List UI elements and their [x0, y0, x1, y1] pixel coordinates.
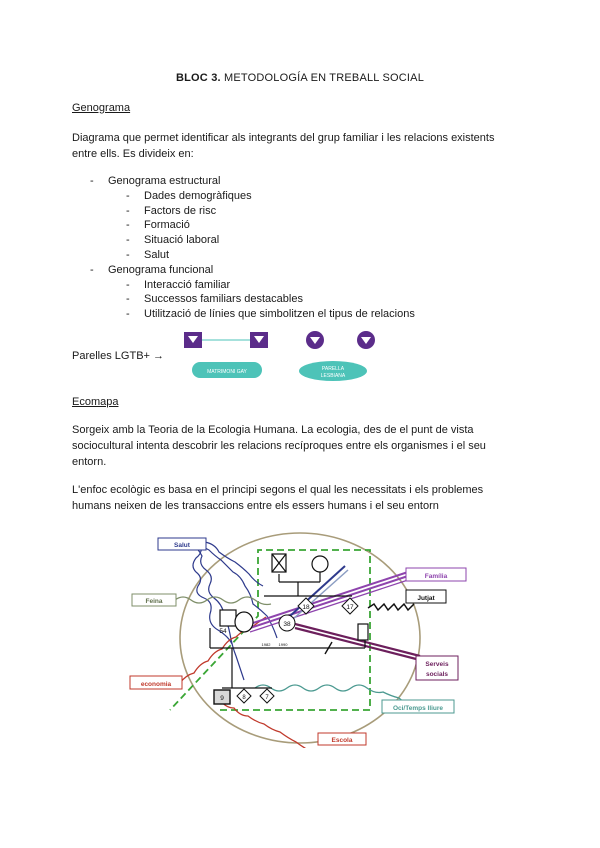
escola-wavy-line: [220, 700, 312, 748]
economia-label: economia: [140, 681, 172, 688]
age-7: 7: [265, 695, 269, 701]
lesbian-tag-text-2: LESBIANA: [320, 373, 346, 379]
familia-line-2: [250, 576, 408, 628]
lgtb-label: Parelles LGTB+ →: [72, 350, 165, 362]
ecomapa-paragraph-2: [72, 482, 528, 514]
grandmother-symbol: [312, 556, 328, 572]
funcional-label: Genograma funcional: [108, 263, 214, 276]
feina-label: Feina: [145, 598, 163, 605]
list-item: - Utilització de línies que simbolitzen el tipus de relacions: [108, 307, 415, 322]
genograma-intro-line2: entre ells. Es divideix en:: [72, 148, 194, 160]
date-1: 1982: [261, 642, 271, 647]
ecomapa-heading: Ecomapa: [72, 396, 119, 408]
genograma-heading: Genograma: [72, 102, 131, 114]
list-item: - Situació laboral: [108, 233, 415, 248]
ecomapa-p1-line2: sociocultural intenta descobrir les relacions recíproques entre els organismes i el seu: [72, 440, 486, 452]
mother-symbol: [235, 612, 253, 632]
list-item: - Factors de risc: [108, 204, 415, 219]
page-title: [0, 72, 600, 84]
age-17: 17: [346, 604, 354, 611]
oci-label: Oci/Temps lliure: [392, 705, 444, 712]
lgtb-symbols: [180, 328, 390, 384]
list-item: - Formació: [108, 218, 415, 233]
ecomapa-p2-line2: humans neixen de les transaccions entre els essers humans i el seu entorn: [72, 500, 439, 512]
estructural-label: Genograma estructural: [108, 175, 221, 187]
lesbian-tag-text-1: PARELLA: [321, 366, 345, 372]
age-9: 9: [220, 695, 224, 702]
title-bold: BLOC 3.: [175, 72, 221, 84]
familia-label: Família: [424, 573, 448, 580]
serveis-label-2: socials: [425, 671, 449, 678]
age-8: 8: [242, 695, 246, 701]
escola-label: Escola: [331, 737, 353, 744]
ecomapa-diagram: [120, 528, 480, 748]
ecomapa-p1-line1: Sorgeix amb la Teoria de la Ecologia Humana. La ecologia, des de el punt de vista: [72, 424, 474, 436]
date-2: 1990: [278, 642, 288, 647]
funcional-sublist: [108, 278, 415, 322]
age-38: 38: [283, 621, 291, 628]
household-dashed-boundary: [170, 550, 370, 710]
list-item: - Dades demogràfiques: [108, 189, 415, 204]
list-item: [72, 174, 415, 263]
serveis-label-1: Serveis: [425, 661, 449, 668]
age-18: 18: [302, 604, 310, 611]
list-item: - Interacció familiar: [108, 278, 415, 293]
jutjat-label: Jutjat: [417, 595, 435, 602]
genograma-intro: [72, 130, 528, 162]
estructural-sublist: [108, 189, 415, 263]
ecomapa-p1-line3: entorn.: [72, 456, 107, 468]
list-item: [72, 263, 415, 322]
ecomapa-paragraph-1: [72, 422, 528, 470]
list-item: - Salut: [108, 248, 415, 263]
list-item: - Successos familiars destacables: [108, 292, 415, 307]
age-54: 54: [219, 628, 227, 635]
partner-symbol: [358, 624, 368, 640]
father-symbol: [220, 610, 236, 626]
genograma-intro-line1: Diagrama que permet identificar als integrants del grup familiar i les relacions existents: [72, 132, 495, 144]
ecomapa-p2-line1: L'enfoc ecològic es basa en el principi segons el qual les necessitats i els problemes: [72, 484, 484, 496]
genograma-types-list: [72, 174, 415, 322]
title-rest: METODOLOGÍA EN TREBALL SOCIAL: [220, 72, 425, 84]
salut-label: Salut: [174, 542, 190, 549]
jutjat-zigzag-line: [368, 604, 414, 610]
gay-tag-text: MATRIMONI GAY: [207, 369, 247, 375]
